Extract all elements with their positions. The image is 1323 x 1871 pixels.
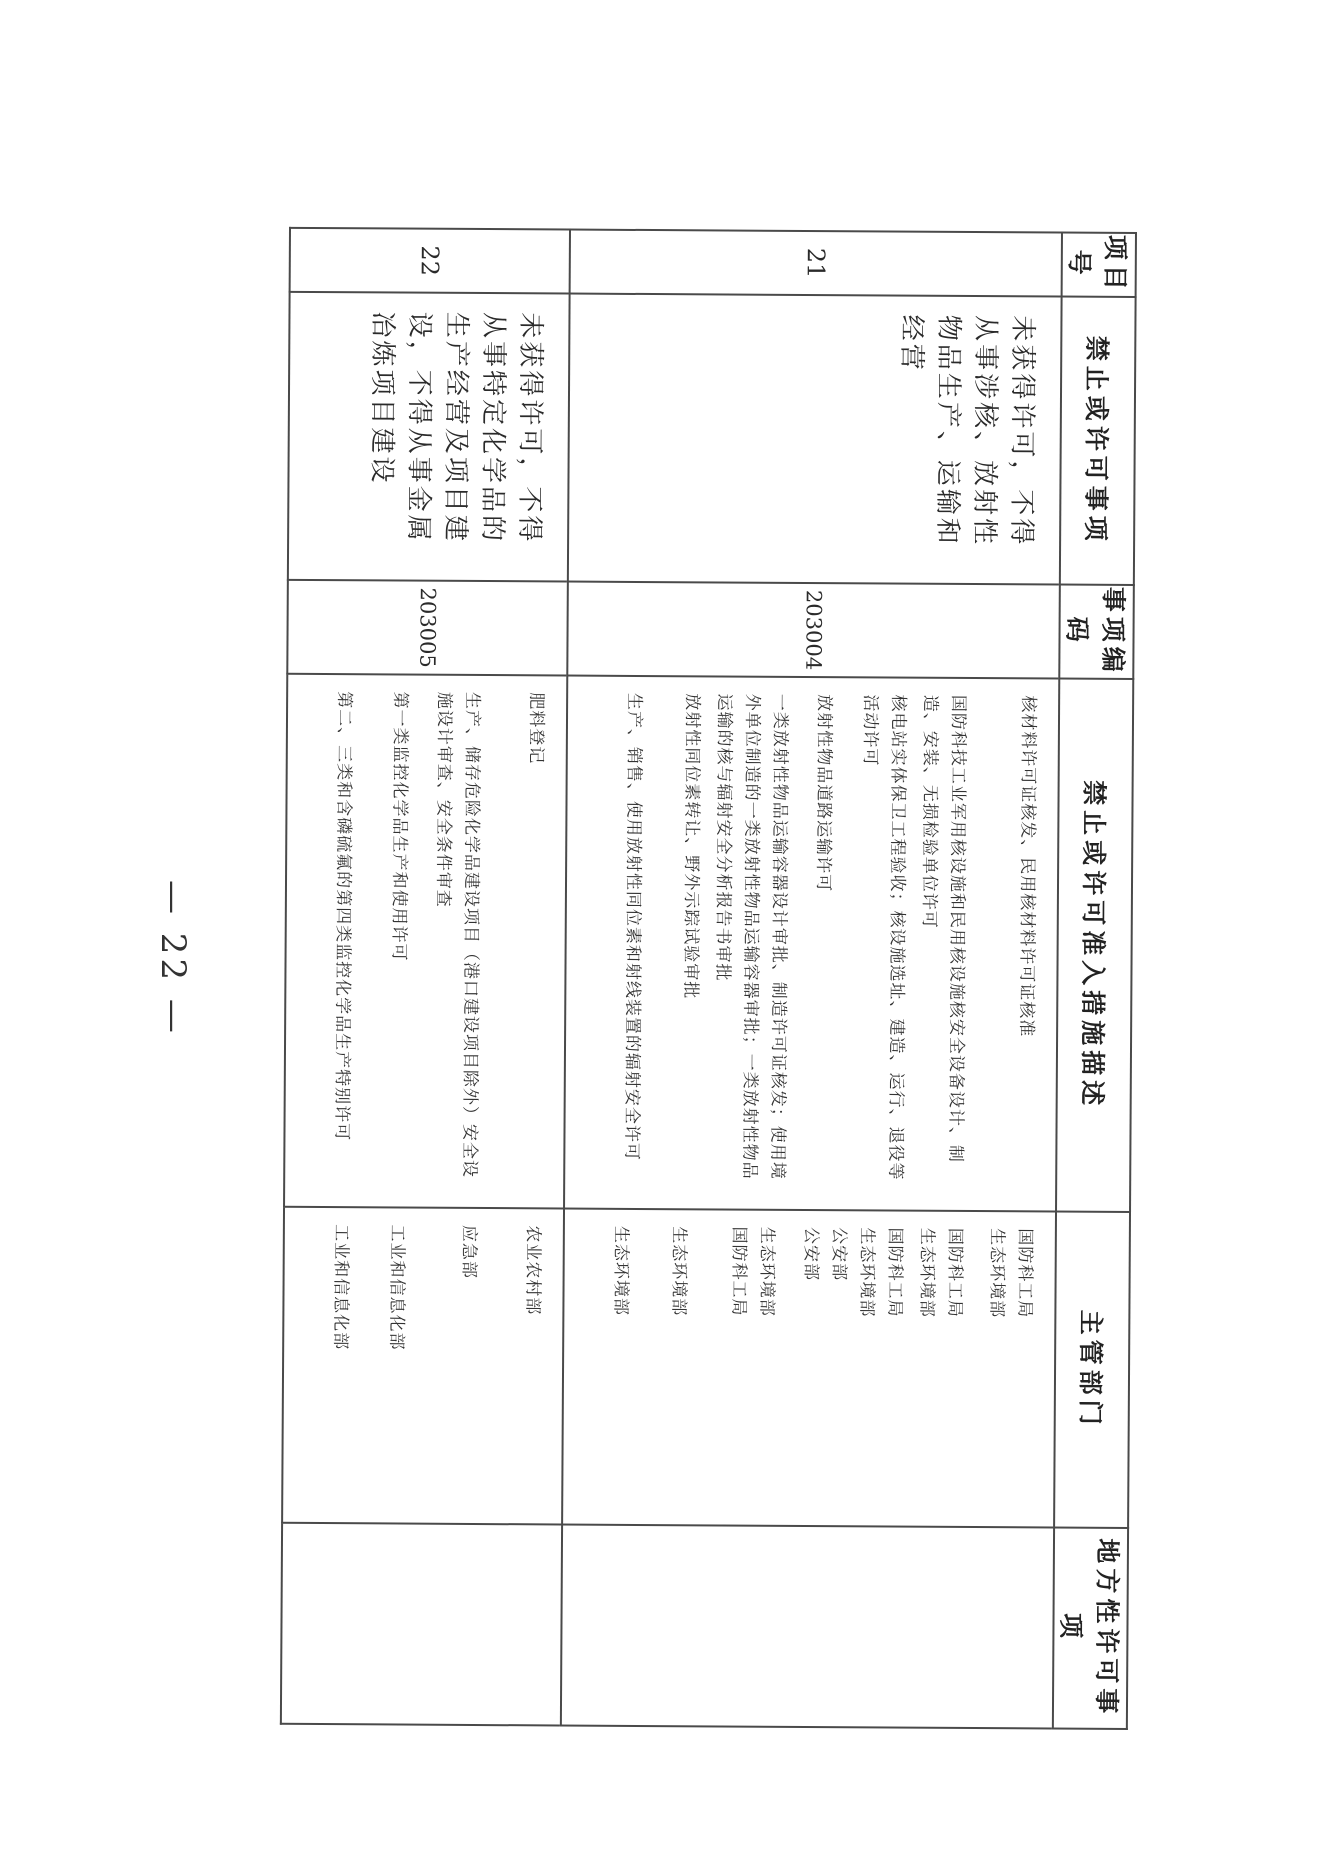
item-code-cell: 203004	[567, 582, 1060, 679]
local-permit-cell	[561, 1525, 1054, 1729]
header-item-code: 事项编码	[1059, 585, 1134, 679]
department-name: 国防科工局	[1014, 1228, 1035, 1319]
department-group	[779, 1227, 825, 1509]
measure-text: 国防科技工业军用核设施和民用核设施核安全设备设计、制造、安装、无损检验单位许可	[918, 694, 969, 1163]
item-code-cell: 203005	[287, 580, 568, 676]
table-header-row	[1053, 233, 1136, 1729]
department-cell	[562, 1209, 1056, 1528]
table-row	[561, 230, 1062, 1729]
department-group	[353, 1224, 411, 1506]
department-group	[481, 1225, 547, 1507]
measure-text: 核电站实体保卫工程验收；核设施选址、建造、运行、退役等活动许可	[859, 694, 909, 1181]
department-name: 农业农村部	[522, 1225, 543, 1316]
permit-item-cell: 未获得许可，不得从事涉核、放射性物品生产、运输和经营	[568, 294, 1062, 585]
project-number-cell: 22	[290, 228, 570, 294]
measure-text: 生产、销售、使用放射性同位素和射线装置的辐射安全许可	[621, 692, 645, 1161]
department-name: 生态环境部	[610, 1225, 631, 1316]
measure-description-cell	[284, 674, 567, 1209]
department-group	[967, 1228, 1039, 1510]
department-name: 国防科工局	[944, 1227, 965, 1318]
department-name: 生态环境部	[916, 1227, 937, 1318]
department-name: 公安部	[800, 1226, 821, 1282]
table-row	[281, 228, 570, 1726]
header-permit-item: 禁止或许可事项	[1060, 297, 1136, 585]
department-name: 工业和信息化部	[386, 1224, 407, 1351]
measure-text: 肥料登记	[525, 692, 547, 765]
department-name: 应急部	[458, 1224, 479, 1279]
measure-text: 第二、三类和含磷硫氟的第四类监控化学品生产特别许可	[331, 691, 355, 1142]
department-group	[573, 1226, 635, 1508]
project-number-cell: 21	[570, 230, 1062, 297]
measure-text: 第一类监控化学品生产和使用许可	[388, 691, 411, 962]
header-project-number: 项目号	[1062, 233, 1136, 297]
header-local-permit: 地方性许可事项	[1053, 1528, 1128, 1729]
department-group	[633, 1226, 693, 1508]
department-name: 国防科工局	[884, 1227, 905, 1318]
page-number: — 22 —	[153, 880, 193, 1037]
department-cell	[282, 1207, 564, 1525]
department-group	[907, 1228, 969, 1510]
department-name: 工业和信息化部	[330, 1224, 351, 1351]
department-group	[293, 1224, 355, 1506]
permit-table	[280, 227, 1137, 1730]
permit-item-cell: 未获得许可，不得从事特定化学品的生产经营及项目建设，不得从事金属冶炼项目建设	[288, 292, 570, 582]
department-name: 生态环境部	[668, 1226, 689, 1317]
local-permit-cell	[281, 1523, 562, 1726]
header-department: 主管部门	[1054, 1212, 1130, 1528]
measure-text: 生产、储存危险化学品建设项目（港口建设项目除外）安全设施设计审查、安全条件审查	[432, 691, 483, 1178]
department-name: 生态环境部	[756, 1226, 777, 1317]
department-group	[823, 1227, 909, 1510]
header-measure-description: 禁止或许可准入措施描述	[1056, 679, 1133, 1212]
department-group	[409, 1225, 483, 1507]
measure-text: 放射性物品道路运输许可	[812, 694, 835, 893]
department-name: 国防科工局	[728, 1226, 749, 1317]
measure-description-cell	[564, 676, 1059, 1212]
department-group	[691, 1226, 781, 1509]
department-name: 公安部	[828, 1227, 849, 1282]
measure-text: 核材料许可证核发、民用核材料许可证核准	[1016, 695, 1039, 1038]
measure-text: 一类放射性物品运输容器设计审批、制造许可证核发；使用境外单位制造的一类放射性物品运输容器审批；一类放射性物品运输的核与辐射安全分析报告书审批	[712, 693, 791, 1180]
department-name: 生态环境部	[856, 1227, 877, 1318]
measure-text: 放射性同位素转让、野外示踪试验审批	[680, 693, 703, 1000]
department-name: 生态环境部	[986, 1228, 1007, 1319]
